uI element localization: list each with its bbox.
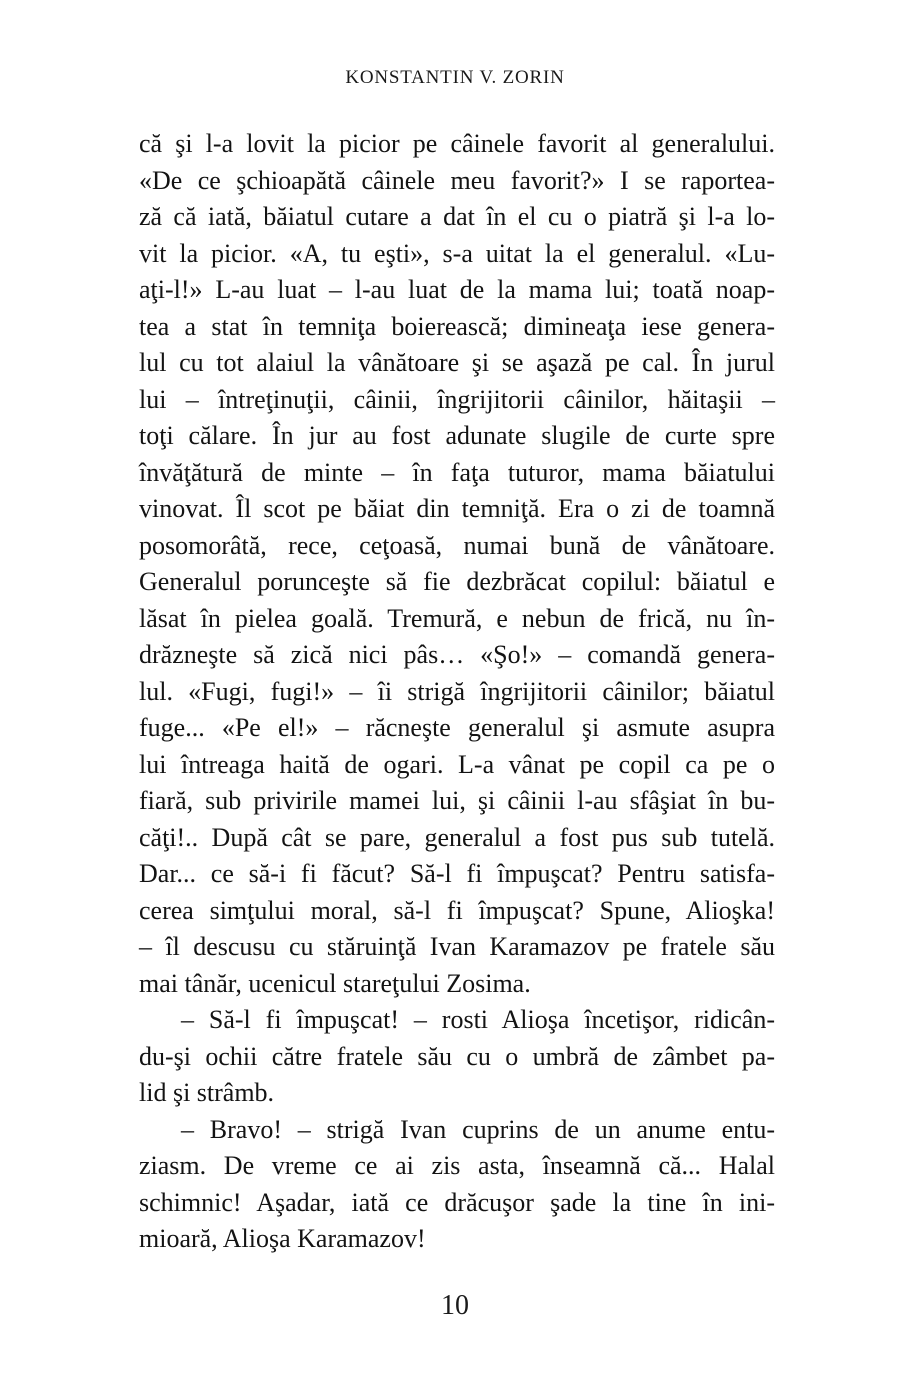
text-line: ziasm. De vreme ce ai zis asta, înseamnă că... Halal xyxy=(139,1151,775,1180)
text-line: schimnic! Aşadar, iată ce drăcuşor şade la tine în ini- xyxy=(139,1187,775,1217)
text-line: aţi-l!» L-au luat – l-au luat de la mama lui; toată noap- xyxy=(139,275,775,304)
text-line: că şi l-a lovit la picior pe câinele favorit al generalului. xyxy=(139,129,775,158)
text-line: – Bravo! – strigă Ivan cuprins de un anume entu- xyxy=(181,1114,775,1144)
text-line: lui întreaga haită de ogari. L-a vânat pe copil ca pe o xyxy=(139,749,775,779)
text-line: drăzneşte să zică nici pâs… «Şo!» – comandă genera- xyxy=(139,640,775,669)
text-line: mai tânăr, ucenicul stareţului Zosima. xyxy=(139,968,531,998)
text-line: cerea simţului moral, să-l fi împuşcat? Spune, Alioşka! xyxy=(139,895,775,925)
text-line: toţi călare. În jur au fost adunate slugile de curte spre xyxy=(139,421,775,450)
text-line: lui – întreţinuţii, câinii, îngrijitorii câinilor, hăitaşii – xyxy=(139,384,775,414)
text-line: învăţătură de minte – în faţa tuturor, mama băiatului xyxy=(139,457,775,487)
body-text xyxy=(139,126,775,1258)
text-line: mioară, Alioşa Karamazov! xyxy=(139,1224,426,1253)
text-line: căţi!.. După cât se pare, generalul a fost pus sub tutelă. xyxy=(139,822,775,852)
text-line: «De ce şchioapătă câinele meu favorit?» I se raportea- xyxy=(139,165,775,195)
text-line: Dar... ce să-i fi făcut? Să-l fi împuşcat? Pentru satisfa- xyxy=(139,859,775,888)
text-line: fiară, sub privirile mamei lui, şi câinii l-au sfâşiat în bu- xyxy=(139,786,775,815)
text-line: Generalul porunceşte să fie dezbrăcat copilul: băiatul e xyxy=(139,567,775,596)
text-line: vinovat. Îl scot pe băiat din temniţă. Era o zi de toamnă xyxy=(139,494,775,523)
text-line: – Să-l fi împuşcat! – rosti Alioşa încetişor, ridicân- xyxy=(181,1005,775,1034)
text-line: lăsat în pielea goală. Tremură, e nebun de frică, nu în- xyxy=(139,603,775,633)
text-line: fuge... «Pe el!» – răcneşte generalul şi asmute asupra xyxy=(139,713,775,742)
text-line: lul. «Fugi, fugi!» – îi strigă îngrijitorii câinilor; băiatul xyxy=(139,676,775,706)
text-line: lid şi strâmb. xyxy=(139,1078,275,1107)
text-line: du-şi ochii către fratele său cu o umbră de zâmbet pa- xyxy=(139,1041,775,1071)
text-line: posomorâtă, rece, ceţoasă, numai bună de vânătoare. xyxy=(139,530,775,560)
text-line: lul cu tot alaiul la vânătoare şi se aşază pe cal. În jurul xyxy=(139,348,775,377)
text-line: – îl descusu cu stăruinţă Ivan Karamazov pe fratele său xyxy=(139,932,775,961)
running-header: KONSTANTIN V. ZORIN xyxy=(345,67,565,88)
text-line: tea a stat în temniţa boierească; dimineaţa iese genera- xyxy=(139,311,775,341)
text-line: vit la picior. «A, tu eşti», s-a uitat la el generalul. «Lu- xyxy=(139,238,775,268)
page-number: 10 xyxy=(441,1290,469,1321)
text-line: ză că iată, băiatul cutare a dat în el cu o piatră şi l-a lo- xyxy=(139,202,775,231)
